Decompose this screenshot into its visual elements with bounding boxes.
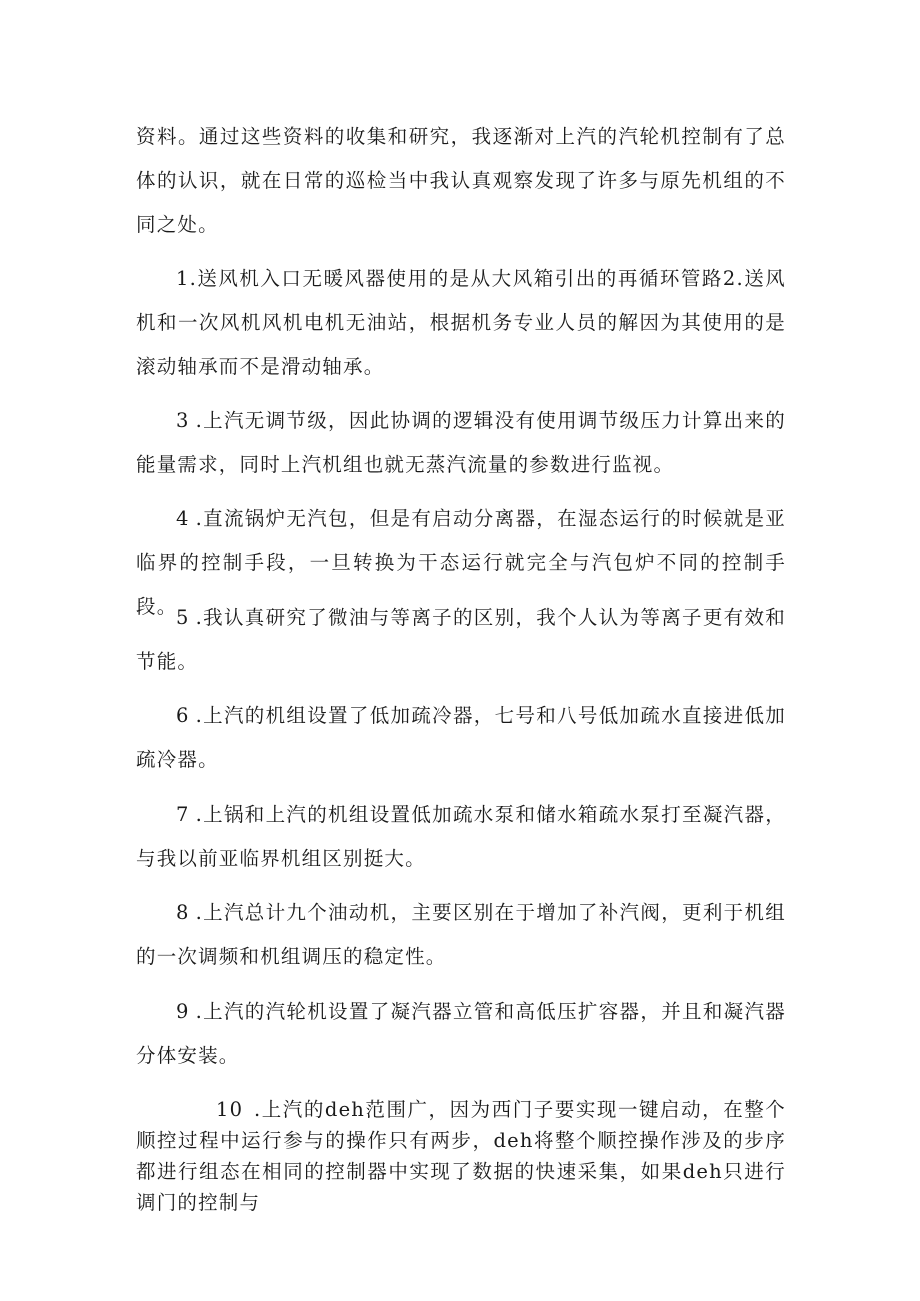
paragraph-number: 8 [176, 901, 190, 924]
paragraph-text: .上汽的deh范围广，因为西门子要实现一键启动，在整个顺控过程中运行参与的操作只有两步，deh将整个顺控操作涉及的步序都进行组态在相同的控制器中实现了数据的快速采集，如果deh只进行调门的控制与 [136, 1098, 786, 1214]
paragraph-6 [136, 694, 786, 782]
paragraph-text: .上汽的机组设置了低加疏冷器，七号和八号低加疏水直接进低加疏冷器。 [136, 704, 786, 771]
paragraph-number: 6 [176, 704, 190, 727]
paragraph-3 [136, 399, 786, 487]
paragraph-number: 9 [176, 1000, 190, 1023]
paragraph-text: .上汽无调节级，因此协调的逻辑没有使用调节级压力计算出来的能量需求，同时上汽机组也就无蒸汽流量的参数进行监视。 [136, 409, 786, 476]
paragraph-intro [136, 115, 786, 247]
paragraph-text: .上汽总计九个油动机，主要区别在于增加了补汽阀，更利于机组的一次调频和机组调压的稳定性。 [136, 901, 786, 968]
paragraph-10 [136, 1094, 786, 1218]
paragraph-number: 10 [216, 1098, 244, 1121]
paragraph-1 [136, 257, 786, 389]
paragraph-5 [136, 596, 786, 684]
paragraph-8 [136, 891, 786, 979]
paragraph-number: 4 [176, 507, 190, 530]
paragraph-7 [136, 793, 786, 881]
paragraph-text: .我认真研究了微油与等离子的区别，我个人认为等离子更有效和节能。 [136, 606, 786, 673]
paragraph-9 [136, 990, 786, 1078]
paragraph-number: 3 [176, 409, 190, 432]
paragraph-text: .上汽的汽轮机设置了凝汽器立管和高低压扩容器，并且和凝汽器分体安装。 [136, 1000, 786, 1067]
paragraph-text: .直流锅炉无汽包，但是有启动分离器，在湿态运行的时候就是亚临界的控制手段，一旦转换为干态运行就完全与汽包炉不同的控制手段。 [136, 507, 786, 618]
paragraph-number: 5 [176, 606, 190, 629]
paragraph-text: 资料。通过这些资料的收集和研究，我逐渐对上汽的汽轮机控制有了总体的认识，就在日常的巡检当中我认真观察发现了许多与原先机组的不同之处。 [136, 125, 786, 236]
paragraph-text: .上锅和上汽的机组设置低加疏水泵和储水箱疏水泵打至凝汽器，与我以前亚临界机组区别挺大。 [136, 803, 786, 870]
paragraph-text: 1.送风机入口无暖风器使用的是从大风箱引出的再循环管路2.送风机和一次风机风机电机无油站，根据机务专业人员的解因为其使用的是滚动轴承而不是滑动轴承。 [136, 267, 786, 378]
paragraph-number: 7 [176, 803, 190, 826]
